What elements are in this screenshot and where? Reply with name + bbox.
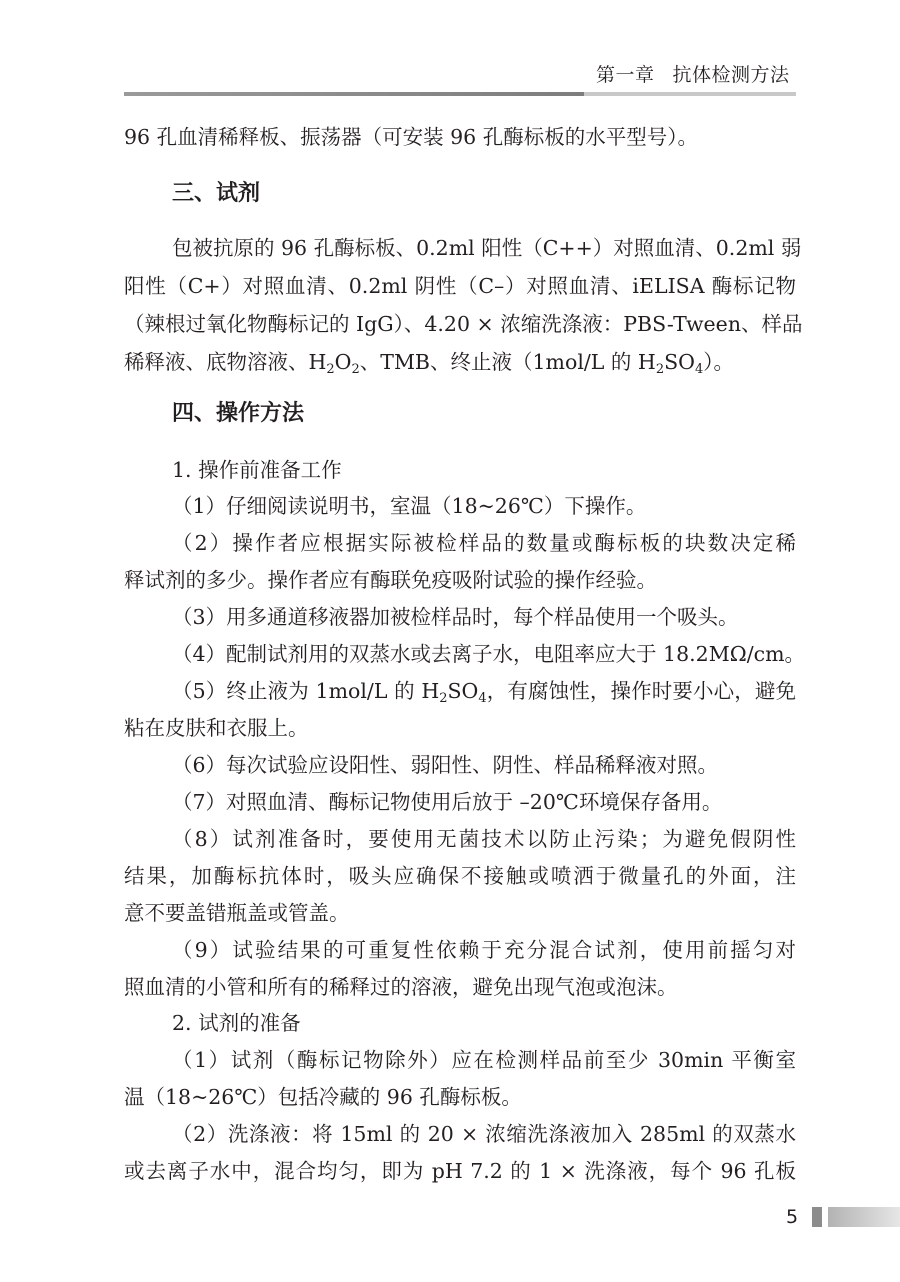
subsection-heading: 2. 试剂的准备 xyxy=(172,1011,301,1035)
body-line: 96 孔血清稀释板、振荡器（可安装 96 孔酶标板的水平型号）。 xyxy=(124,125,698,149)
body-line: （7）对照血清、酶标记物使用后放于 –20℃环境保存备用。 xyxy=(172,790,723,814)
chapter-label: 第一章 xyxy=(596,64,655,86)
body-line: （3）用多通道移液器加被检样品时，每个样品使用一个吸头。 xyxy=(172,605,739,629)
subsection-heading: 1. 操作前准备工作 xyxy=(172,458,342,482)
body-line: （1）仔细阅读说明书，室温（18~26℃）下操作。 xyxy=(172,494,647,518)
body-line: 释试剂的多少。操作者应有酶联免疫吸附试验的操作经验。 xyxy=(124,568,657,592)
body-line: （2）操作者应根据实际被检样品的数量或酶标板的块数决定稀 xyxy=(172,531,796,555)
section-heading-reagents: 三、试剂 xyxy=(172,181,261,206)
section-heading-procedure: 四、操作方法 xyxy=(172,401,305,426)
body-line: 结果，加酶标抗体时，吸头应确保不接触或喷洒于微量孔的外面，注 xyxy=(124,864,796,888)
body-line: 温（18~26℃）包括冷藏的 96 孔酶标板。 xyxy=(124,1085,522,1109)
chapter-header xyxy=(596,60,796,87)
body-line: 稀释液、底物溶液、$H_2O_2$、TMB、终止液（1mol/L 的 $H_2SO_4$）。 xyxy=(124,350,734,377)
body-line: （1）试剂（酶标记物除外）应在检测样品前至少 30min 平衡室 xyxy=(172,1048,796,1072)
body-line: （5）终止液为 1mol/L 的 $H_2SO_4$，有腐蚀性，操作时要小心，避免 xyxy=(172,679,797,706)
body-line: （辣根过氧化物酶标记的 IgG）、4.20 × 浓缩洗涤液：PBS-Tween、样品 xyxy=(124,312,803,336)
body-line: （4）配制试剂用的双蒸水或去离子水，电阻率应大于 18.2MΩ/cm。 xyxy=(172,642,806,666)
footer-bar-dark xyxy=(812,1207,822,1227)
body-line: 阳性（C+）对照血清、0.2ml 阴性（C–）对照血清、iELISA 酶标记物 xyxy=(124,274,796,298)
body-line: 或去离子水中，混合均匀，即为 pH 7.2 的 1 × 洗涤液，每个 96 孔板 xyxy=(124,1159,796,1183)
body-line: （2）洗涤液：将 15ml 的 20 × 浓缩洗涤液加入 285ml 的双蒸水 xyxy=(172,1122,796,1146)
header-rule-light xyxy=(584,92,796,96)
body-line: （6）每次试验应设阳性、弱阳性、阴性、样品稀释液对照。 xyxy=(172,753,719,777)
body-line: 包被抗原的 96 孔酶标板、0.2ml 阳性（C++）对照血清、0.2ml 弱 xyxy=(172,236,802,260)
footer-bar-gradient xyxy=(828,1207,900,1227)
body-line: （9）试验结果的可重复性依赖于充分混合试剂，使用前摇匀对 xyxy=(172,938,796,962)
body-line: 意不要盖错瓶盖或管盖。 xyxy=(124,901,350,925)
body-line: 照血清的小管和所有的稀释过的溶液，避免出现气泡或泡沫。 xyxy=(124,975,678,999)
body-line: （8）试剂准备时，要使用无菌技术以防止污染；为避免假阴性 xyxy=(172,827,796,851)
page-number: 5 xyxy=(786,1206,799,1228)
body-line: 粘在皮肤和衣服上。 xyxy=(124,716,309,740)
header-rule-dark xyxy=(124,92,584,96)
chapter-title: 抗体检测方法 xyxy=(672,64,790,86)
